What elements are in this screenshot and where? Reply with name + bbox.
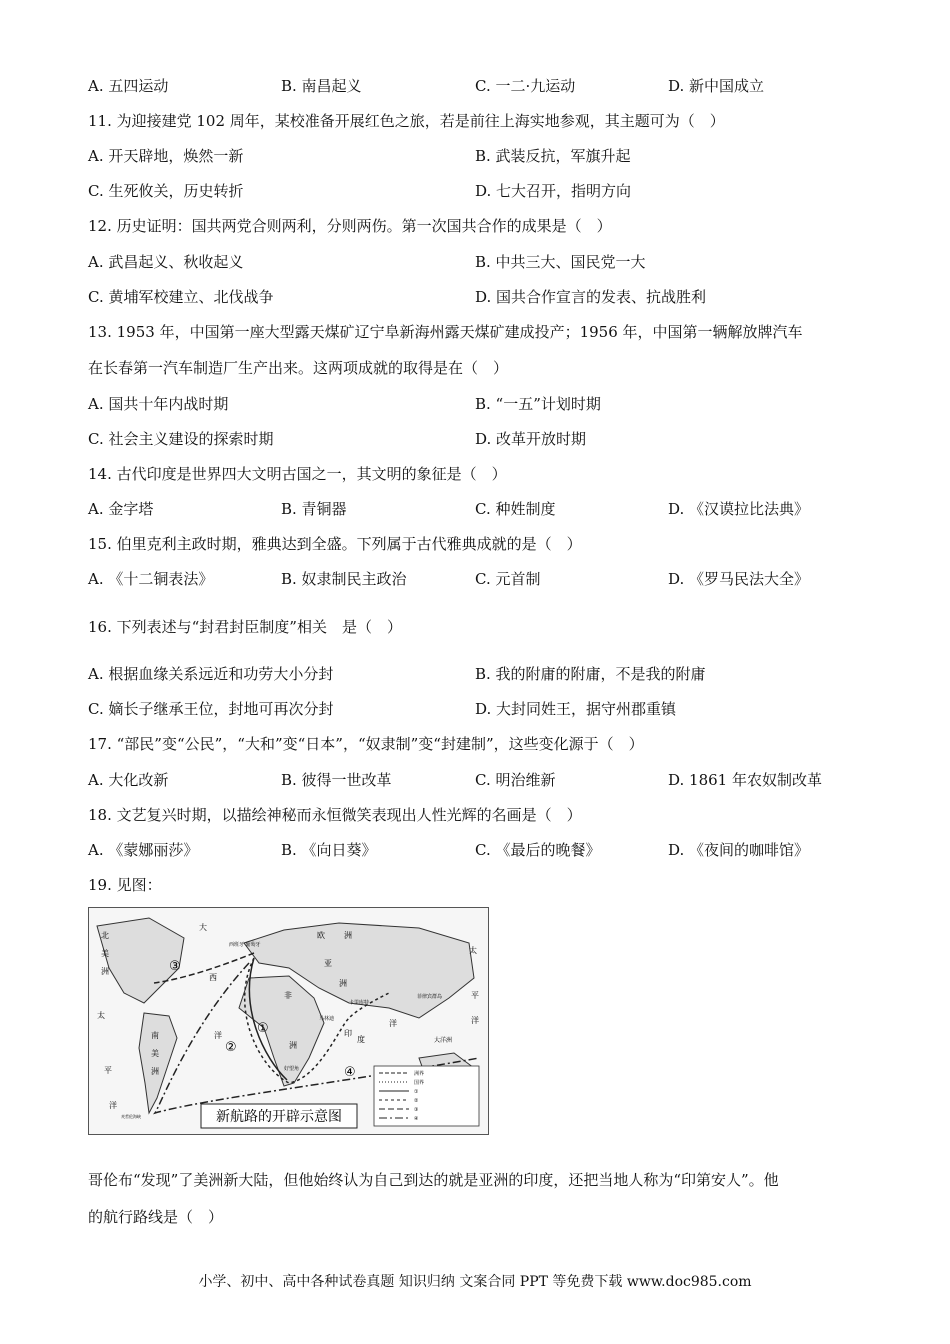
q19-passage-cont: 的航行路线是（ ）: [88, 1208, 224, 1226]
q16-option-a: A. 根据血缘关系远近和功劳大小分封: [88, 665, 334, 683]
q12-option-a: A. 武昌起义、秋收起义: [88, 253, 244, 271]
q19-stem: 19. 见图：: [88, 876, 162, 894]
label-europe-2: 洲: [344, 931, 352, 940]
q13-option-d: D. 改革开放时期: [475, 430, 587, 448]
q12-option-c: C. 黄埔军校建立、北伐战争: [88, 288, 274, 306]
q13-option-a: A. 国共十年内战时期: [88, 395, 229, 413]
q13-option-b: B. “一五”计划时期: [475, 395, 601, 413]
page-footer: 小学、初中、高中各种试卷真题 知识归纳 文案合同 PPT 等免费下载 www.doc985.com: [198, 1274, 752, 1290]
q15-option-c: C. 元首制: [475, 570, 541, 588]
q18-stem: 18. 文艺复兴时期，以描绘神秘而永恒微笑表现出人性光辉的名画是（ ）: [88, 806, 582, 824]
label-pacific-left-3: 洋: [109, 1101, 117, 1110]
route-number-2: ②: [225, 1040, 237, 1055]
legend-3: ①: [414, 1089, 419, 1095]
label-north-america-2: 美: [101, 949, 109, 958]
label-south-america-1: 南: [151, 1031, 159, 1040]
q11-option-a: A. 开天辟地，焕然一新: [88, 147, 244, 165]
q14-option-b: B. 青铜器: [281, 500, 347, 518]
label-asia-2: 洲: [339, 979, 347, 988]
q14-option-c: C. 种姓制度: [475, 500, 556, 518]
label-atlantic-1: 大: [199, 923, 207, 932]
label-calicut: 卡里库特: [349, 1000, 370, 1006]
q16-stem: 16. 下列表述与“封君封臣制度”相关 是（ ）: [88, 618, 402, 636]
q14-option-a: A. 金字塔: [88, 500, 154, 518]
map-figure: [89, 908, 488, 1134]
label-south-america-2: 美: [151, 1049, 159, 1058]
q12-option-b: B. 中共三大、国民党一大: [475, 253, 646, 271]
label-pacific-right-2: 平: [471, 991, 479, 1000]
label-pacific-right-3: 洋: [471, 1016, 479, 1025]
q13-stem-cont: 在长春第一汽车制造厂生产出来。这两项成就的取得是在（ ）: [88, 359, 509, 377]
label-africa-2: 洲: [289, 1041, 297, 1050]
q17-option-a: A. 大化改新: [88, 771, 169, 789]
label-pacific-left-2: 平: [104, 1066, 112, 1075]
legend-4: ②: [414, 1098, 419, 1104]
label-europe-1: 欧: [317, 931, 325, 940]
legend-5: ③: [414, 1107, 419, 1113]
q13-option-c: C. 社会主义建设的探索时期: [88, 430, 274, 448]
label-good-hope: 好望角: [284, 1066, 300, 1072]
q18-option-b: B. 《向日葵》: [281, 841, 377, 859]
q10-option-b: B. 南昌起义: [281, 77, 362, 95]
map-title: 新航路的开辟示意图: [216, 1109, 342, 1125]
legend-2: 国界: [414, 1080, 425, 1086]
q17-stem: 17. “部民”变“公民”，“大和”变“日本”，“奴隶制”变“封建制”，这些变化源于（ ）: [88, 735, 644, 753]
legend-6: ④: [414, 1116, 419, 1122]
label-atlantic-3: 洋: [214, 1031, 222, 1040]
route-number-4: ④: [344, 1065, 356, 1080]
label-north-america-1: 北: [101, 931, 109, 940]
q14-option-d: D. 《汉谟拉比法典》: [668, 500, 810, 518]
label-north-america-3: 洲: [101, 967, 109, 976]
q13-stem: 13. 1953 年，中国第一座大型露天煤矿辽宁阜新海州露天煤矿建成投产；1956 年，中国第一辆解放牌汽车: [88, 323, 803, 341]
q12-option-d: D. 国共合作宣言的发表、抗战胜利: [475, 288, 707, 306]
q10-option-c: C. 一二·九运动: [475, 77, 576, 95]
label-asia-1: 亚: [324, 959, 332, 968]
label-malindi: 马林迪: [319, 1016, 335, 1022]
q17-option-c: C. 明治维新: [475, 771, 556, 789]
q10-option-d: D. 新中国成立: [668, 77, 765, 95]
label-south-america-3: 洲: [151, 1067, 159, 1076]
q10-option-a: A. 五四运动: [88, 77, 169, 95]
label-indian-3: 洋: [389, 1019, 397, 1028]
route-number-1: ①: [257, 1021, 269, 1036]
route-number-3: ③: [169, 959, 181, 974]
q15-stem: 15. 伯里克利主政时期，雅典达到全盛。下列属于古代雅典成就的是（ ）: [88, 535, 582, 553]
label-spain-portugal: 西班牙 葡萄牙: [229, 942, 261, 948]
label-africa-1: 非: [284, 991, 292, 1000]
q11-option-d: D. 七大召开，指明方向: [475, 182, 632, 200]
q18-option-d: D. 《夜间的咖啡馆》: [668, 841, 810, 859]
label-oceania: 大洋洲: [434, 1037, 453, 1044]
q19-passage: 哥伦布“发现”了美洲新大陆，但他始终认为自己到达的就是亚洲的印度，还把当地人称为“印第安人”。他: [88, 1171, 779, 1189]
q15-option-a: A. 《十二铜表法》: [88, 570, 214, 588]
label-philippines: 菲律宾群岛: [417, 994, 443, 1000]
q17-option-d: D. 1861 年农奴制改革: [668, 771, 822, 789]
q11-option-b: B. 武装反抗，军旗升起: [475, 147, 631, 165]
q14-stem: 14. 古代印度是世界四大文明古国之一，其文明的象征是（ ）: [88, 465, 507, 483]
label-indian-1: 印: [344, 1029, 352, 1038]
q16-option-d: D. 大封同姓王，据守州郡重镇: [475, 700, 677, 718]
q17-option-b: B. 彼得一世改革: [281, 771, 392, 789]
label-magellan: 麦哲伦海峡: [121, 1114, 141, 1119]
q18-option-c: C. 《最后的晚餐》: [475, 841, 601, 859]
legend-1: 洲界: [414, 1071, 425, 1077]
q16-option-b: B. 我的附庸的附庸，不是我的附庸: [475, 665, 706, 683]
q15-option-d: D. 《罗马民法大全》: [668, 570, 810, 588]
label-indian-2: 度: [357, 1035, 365, 1044]
q11-stem: 11. 为迎接建党 102 周年，某校准备开展红色之旅，若是前往上海实地参观，其主题可为（ ）: [88, 112, 725, 130]
label-atlantic-2: 西: [209, 973, 217, 982]
label-pacific-left-1: 太: [97, 1011, 105, 1020]
map-legend-box: [374, 1066, 479, 1126]
q12-stem: 12. 历史证明：国共两党合则两利，分则两伤。第一次国共合作的成果是（ ）: [88, 217, 612, 235]
q18-option-a: A. 《蒙娜丽莎》: [88, 841, 199, 859]
label-pacific-right-1: 太: [469, 946, 477, 955]
q11-option-c: C. 生死攸关，历史转折: [88, 182, 244, 200]
q15-option-b: B. 奴隶制民主政治: [281, 570, 407, 588]
new-sea-routes-map: [88, 907, 489, 1135]
q16-option-c: C. 嫡长子继承王位，封地可再次分封: [88, 700, 334, 718]
